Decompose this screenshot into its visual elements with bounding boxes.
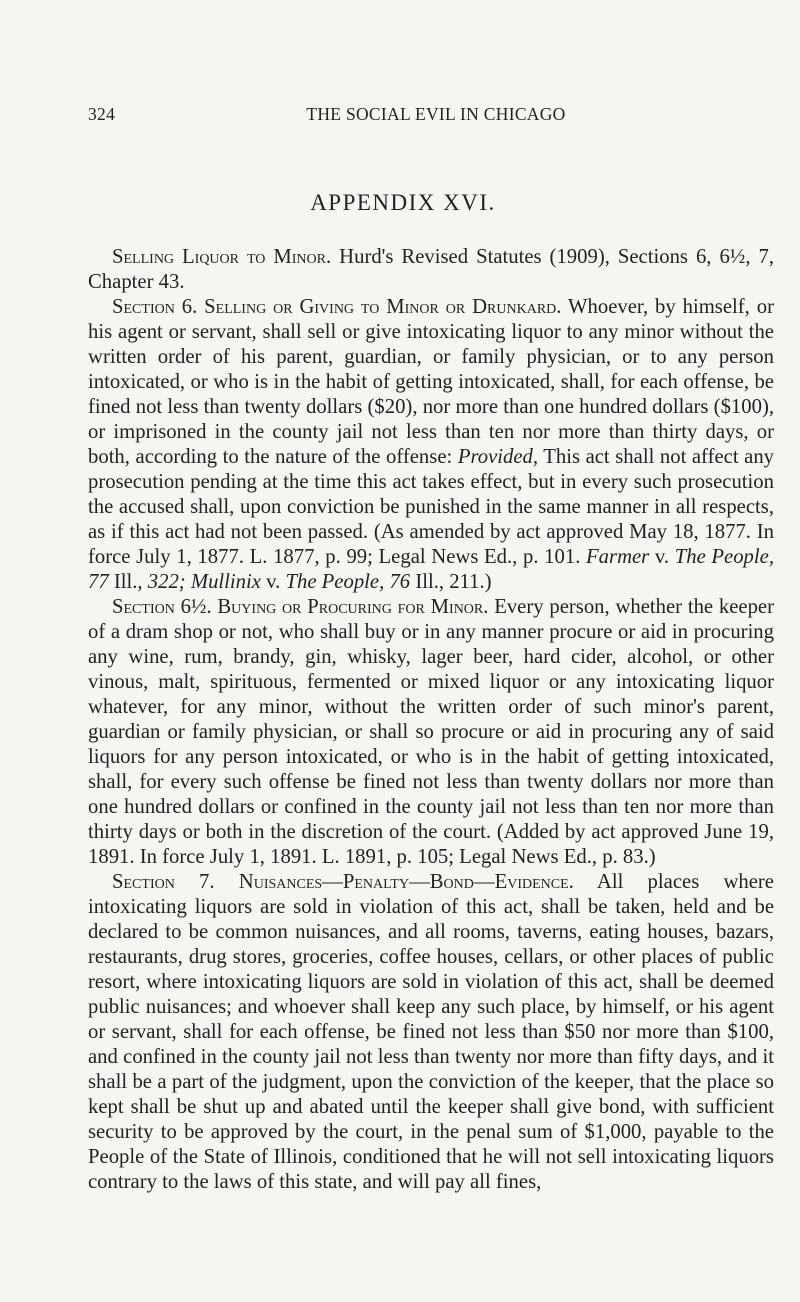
section-6-5-paragraph bbox=[88, 595, 774, 870]
intro-paragraph bbox=[88, 245, 774, 295]
section-6-5-heading: Section 6½. Buying or Procuring for Minor. bbox=[112, 596, 489, 618]
section-6-versus-2: v. bbox=[260, 571, 286, 593]
section-6-paragraph bbox=[88, 295, 774, 595]
running-title: THE SOCIAL EVIL IN CHICAGO bbox=[306, 104, 566, 124]
section-7-paragraph bbox=[88, 870, 774, 1195]
section-6-citation-1: Farmer bbox=[586, 546, 650, 568]
section-6-5-text: Every person, whether the keeper of a dram shop or not, who shall buy or in any manner procure or aid in procuring any wine, rum, brandy, gin, whisky, lager beer, hard cider, alcohol, or other vinous, malt, spirituous, fermented or mixed liquor or any intoxicating liquor whatever, for any minor, without the written order of such minor's parent, guardian or family physician, or shall so procure or aid in procuring any of said liquors for any person intoxicated, or who is in the habit of getting intoxicated, shall, for every such offense be fined not less than twenty dollars nor more than one hundred dollars or confined in the county jail not less than ten nor more than thirty days or both in the discretion of the court. (Added by act approved June 19, 1891. In force July 1, 1891. L. 1891, p. 105; Legal News Ed., p. 83.) bbox=[88, 596, 774, 868]
body-text bbox=[88, 245, 774, 1195]
section-6-text-4: Ill., 211.) bbox=[410, 571, 492, 593]
section-7-heading: Section 7. Nuisances—Penalty—Bond—Evidence. bbox=[112, 871, 574, 893]
section-6-text-2: This act shall not affect any prosecution pending at the time this act takes effect, but in every such prosecution the accused shall, upon conviction be punished in the same manner in all respects, as if this act had not been passed. (As amended by act approved May 18, 1877. In force July 1, 1877. L. 1877, p. 99; Legal News Ed., p. 101. bbox=[88, 446, 775, 568]
section-6-citation-3: 322; Mullinix bbox=[147, 571, 261, 593]
section-6-citation-4: The People, 76 bbox=[285, 571, 411, 593]
section-6-text-3: Ill., bbox=[108, 571, 148, 593]
page-number: 324 bbox=[88, 104, 116, 124]
appendix-title: APPENDIX XVI. bbox=[310, 190, 496, 215]
section-6-heading: Section 6. Selling or Giving to Minor or Drunkard. bbox=[112, 296, 562, 318]
intro-heading: Selling Liquor to Minor. bbox=[112, 246, 332, 268]
section-7-text: All places where intoxicating liquors are sold in violation of this act, shall be taken, held and be declared to be common nuisances, and all rooms, taverns, eating houses, bazars, restaurants, drug stores, groceries, coffee houses, cellars, or other places of public resort, where intoxicating liquors are sold in violation of this act, shall be deemed public nuisances; and whoever shall keep any such place, by himself, or his agent or servant, shall for each offense, be fined not less than $50 nor more than $100, and confined in the county jail not less than twenty nor more than fifty days, and it shall be a part of the judgment, upon the conviction of the keeper, that the place so kept shall be shut up and abated until the keeper shall give bond, with sufficient security to be approved by the court, in the penal sum of $1,000, payable to the People of the State of Illinois, conditioned that he will not sell intoxicating liquors contrary to the laws of this state, and will pay all fines, bbox=[88, 871, 774, 1193]
intro-text: Hurd's Revised Statutes (1909), Sections 6, 6½, 7, Chapter 43. bbox=[88, 246, 774, 293]
section-6-text-1: Whoever, by himself, or his agent or servant, shall sell or give intoxicating liquor to any minor without the written order of his parent, guardian, or family physician, or to any person intoxicated, or who is in the habit of getting intoxicated, shall, for each offense, be fined not less than twenty dollars ($20), nor more than one hundred dollars ($100), or imprisoned in the county jail not less than ten nor more than thirty days, or both, according to the nature of the offense: bbox=[88, 296, 774, 468]
section-6-versus-1: v. bbox=[649, 546, 675, 568]
section-6-citation-2: The People, 77 bbox=[88, 546, 775, 593]
section-6-provided: Provided, bbox=[457, 446, 539, 468]
